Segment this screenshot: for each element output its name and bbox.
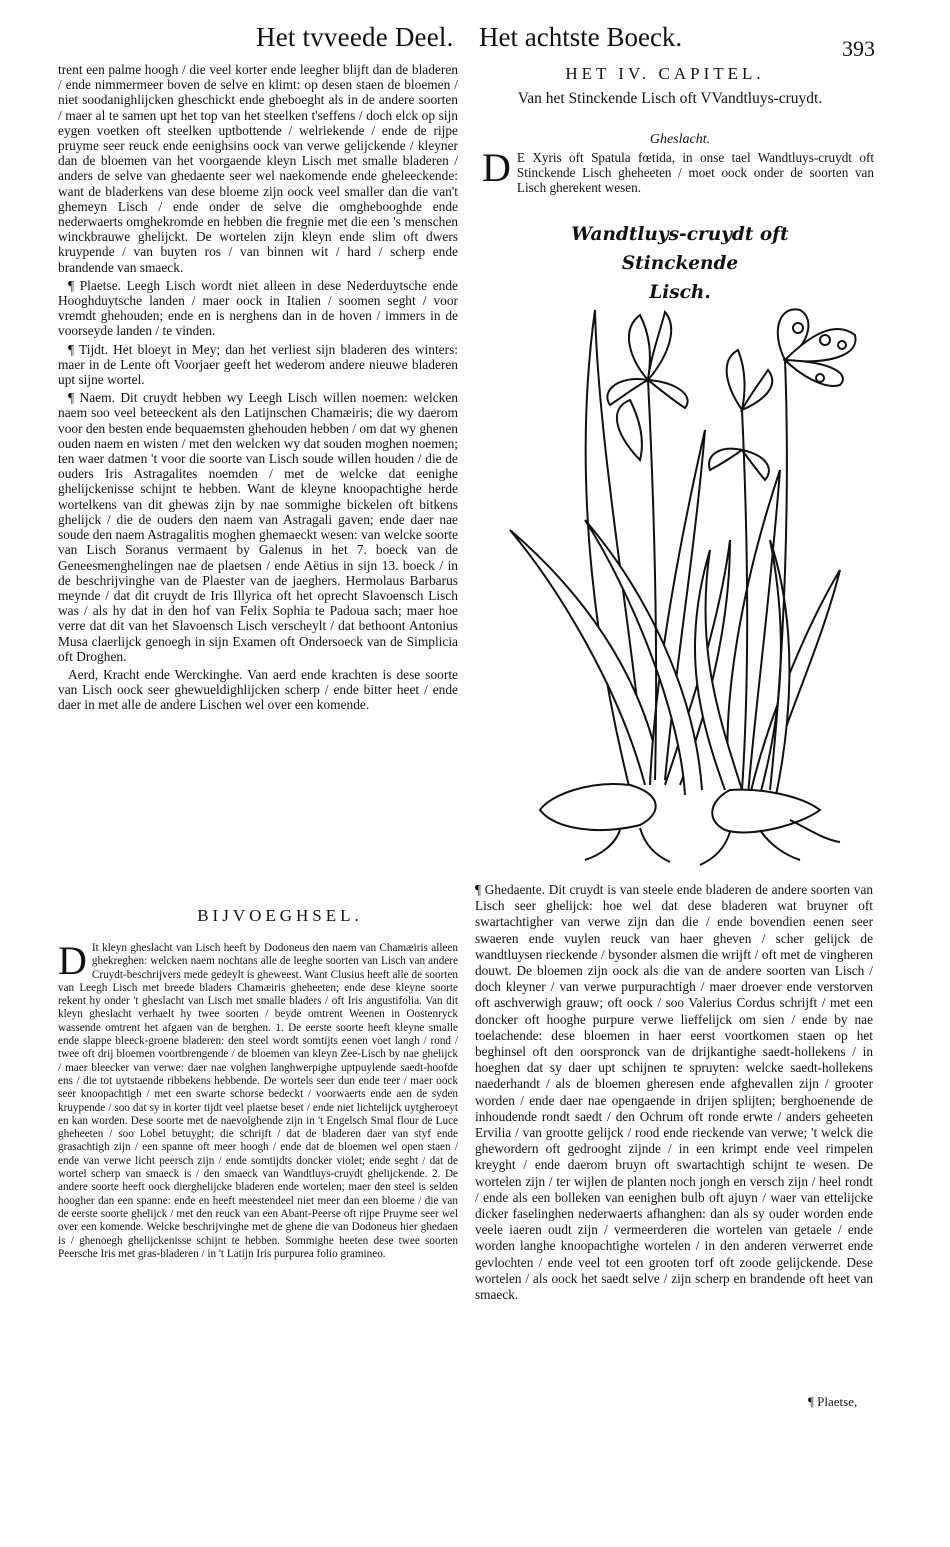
paragraph-aerd: Aerd, Kracht ende Werckinghe. Van aerd ende krachten is dese soorte van Lisch oock seer ghewueldighlijcken scherp / ende bitter heet / ende daer in met alle de andere Lischen wel over een komende. (58, 666, 458, 713)
paragraph-ghedaente: ¶ Ghedaente. Dit cruydt is van steele ende bladeren de andere soorten van Lisch seer ghelijck: hoe wel dat dese bladeren wat bruyner oft swartachtigher van verwe zijn dan die / ende bovendien eenen seer swaeren ende vuylen reuck van haer gheven / scher gelijck de wandtluysen rieckende / bysonder alsmen die wrijft / oft met de vingheren douwt. De bloemen zijn oock als die van de andere soorten van Lisch / doch kleyner / van verwe purpurachtigh / maer droever ende verstorven oft aschverwigh grauw; oft oock / soo Valerius Cordus schrijft / met een doncker oft hooghe purpure verwe lieffelijck om sien / ende by nae toelachende: dese bloemen in haer eerst voortkomen staen op het beghinsel oft den oorspronck van de drijkantighe saedt-hollekens / in hoeghen dat sy daer upt schijnen te spruyten: welcke saedt-hollekens naederhandt / als de bloemen gheresen ende afghevallen zijn / grooter worden / ende daer nae opengaende in drijen splijten; berghoenende de inhoudende rondt saedt / den Ochrum oft ronde erwte / anders geheeten Ervilia / van grootte gelijck / rood ende rieckende van verwe; 't welck die ghewordern oft gedrooght zijnde / in een krimpt ende veel rimpelen kreyght / ende daerom bruyn oft swartachtigh schijnt te wesen. De wortelen zijn / ter wijlen de planten noch jongh en versch zijn / heel rondt / ende als een bolleken van eenighen bulb oft ajuyn / waer van ettelijcke dicker faselinghen nederwaerts afhanghen: dan als sy ouder worden ende veele iaeren oudt zijn / vermeerderen die wortelen van getaele / ende worden langhe knoopachtighe wortelen / in den anderen verwerret ende gevlochten / ende veel tot een grooten torf oft zoode gelijckende. Dese wortelen / als oock het saedt selve / zijn scherp en brandende oft heet van smaeck. (475, 882, 873, 1303)
paragraph-naem: ¶ Naem. Dit cruydt hebben wy Leegh Lisch willen noemen: welcken naem soo veel beteeckent als den Latijnschen Chamæiris; die wy daerom voor den besten ende bequaemsten ghehouden hebben / om dat wy ghenen ouden naem en wisten / met den welcken wy dat souden moghen noemen; ten waer datmen 't voor die soorte van Lisch soude willen houden / die de ouders Iris Astragalites noemden / met de welcke dat eenighe ghelijckenisse schijnt te hebben. Want de kleyne knoopachtighe herde wortelkens van dit ghewas zijn by nae sommighe bickelen oft bitkens ghelijck / die de ouders den naem van Astragali gaven; ende daer nae soude den naem Astragalitis moghen ghemaeckt wesen: van welcke soorte van Lisch Soranus vermaent by Galenus in het 7. boeck van de Geneesmenghelingen nae de plaetsen / ende Aëtius in sijn 13. boeck / in de beschrijvinghe van de Plaester van de jaeghers. Hermolaus Barbarus meynde / dat dit cruydt de Iris Illyrica oft het oprecht Slavoensch Lisch was / als hy dat in den hof van Felix Sophia te Padoua sach; maer hoe verre dat dit van het Slavoensch Lisch verscheylt / dat bethoont Antonius Musa claerlijck genoegh in sijn Examen oft Ondersoeck van de Simplicia oft Droghen. (58, 390, 458, 664)
leaf (510, 530, 660, 785)
flower (648, 380, 688, 408)
chapter-intro-block (482, 145, 874, 196)
root (760, 830, 800, 860)
running-head-right: Het achtste Boeck. (479, 22, 683, 52)
flower (742, 370, 772, 410)
running-head-left: Het tvveede Deel. (256, 22, 454, 52)
iris-woodcut-illustration (480, 290, 880, 870)
right-column (475, 882, 873, 1303)
bulb (540, 784, 656, 830)
bijvoeghsel-text: It kleyn gheslacht van Lisch heeft by Dodoneus den naem van Chamæiris alleen ghekreghen: welcken naem nochtans alle de leeghe soorten van Lisch van andere Cruydt-beschrijvers mede gedeylt is gheweest. Want Clusius heeft alle de soorten van Leegh Lisch met breede bladers Chamæiris gheheeten; ende dese kleyne soorte rekent hy onder 't gheslacht van Lisch met smalle bladers / oft Iris angustifolia. Van dit kleyn gheslacht verhaelt hy twee soorten / beyde omtrent Weenen in Oostenryck wassende omtrent het afgaen van de berghen. 1. De eerste soorte heeft kleyne smalle ende slappe bleeck-groene bladeren: den steel wordt somtijts eenen voet langh / rond / twee oft drij bloemen voortbrengende / de bloemen van kleyn Zee-Lisch by nae ghelijck / maer bleecker van verwe: daer nae volghen langhwerpighe uptpuylende saedt-hoofde ens / die tot uytstaende ribbekens hebbende. De wortels seer dun ende teer / maer oock seer knoopachtigh / met een swarte schorse bedeckt / voorwaerts ende aen de syden kruypende / soo dat sy in korter tijdt veel plaetse beset / ende niet lichtelijck uytgheroeyt en kan worden. Dese soorte met de naevolghende zijn in 't Engelsch Smal flour de Luce gheheeten / soo Lobel betuyght; die schrijft / dat de bladeren daer van styf ende grasachtigh zijn / een spanne oft meer hoogh / ende dat de bloemen wel open staen / ende van verwe licht peersch zijn / ende somtijdts doncker violet; ende seght / dat de wortel scherp van smaeck is / den smaeck van Wandtluys-cruydt ghelijckende. 2. De andere soorte heeft oock dierghelijcke bladeren ende wortelen; maer den steel is selden hoogher dan een spanne: ende en heeft meestendeel niet meer dan een bloeme / die van de eerste soorte ghelijck / met den reuck van een Abant-Peerse oft rijpe Pruyme seer wel over een komende. Welcke beschrijvinghe met de ghene die van Dodoneus hier ghedaen is / ghenoegh ghelijckenisse schijnt te hebben. Sommighe heeten dese twee soorten Peersche Iris met gras-bladeren / in 't Latijn Iris purpurea folio gramineo. (58, 942, 458, 1260)
flower (742, 450, 769, 480)
root (790, 820, 840, 842)
catchword: ¶ Plaetse, (808, 1394, 858, 1409)
root (640, 828, 670, 862)
flower (648, 312, 671, 380)
chapter-title: HET IV. CAPITEL. (565, 64, 765, 83)
seed-pod (785, 360, 843, 386)
paragraph-tijdt: ¶ Tijdt. Het bloeyt in Mey; dan het verliest sijn bladeren des winters: maer in de Lente oft Voorjaer geeft het wederom andere nieuwe bladeren upt sijne wortel. (58, 341, 458, 388)
paragraph-description-continued: trent een palme hoogh / die veel korter ende leegher blijft dan de bladeren / ende nimmermeer boven de selve en klimt: op desen staen de bloemen / niet soodanighlijcken gheschickt ende gheboeght als in de andere soorten / maer al te samen upt het top van het steelken t'seffens / doch elck op sijn eygen voetken oft steelken uptbottende / welriekende / ende de rijpe pruyme seer reuck ende eenighsins oock van verwe gelijckende / kleyner dan de bloemen van het voorgaende kleyn Lisch met smalle bladeren / anders de selve van ghedaente seer wel naekomende ende gheleeckende: want de bladerkens van dese bloeme zijn oock veel smaller dan die van't ghemeyn Lisch / ende onder de selve die omghebooghde ende nederwaerts omghekromde en hebben die fregnie met die een 's menschen winckbrauwe ghelijckt. De wortelen zijn kleyn ende slim oft dwers kruypende / van buyten ros / van binnen wit / hard / scherp ende brandende van smaeck. (58, 62, 458, 275)
bulb (712, 790, 820, 833)
flower (629, 315, 650, 380)
drop-cap: D (58, 938, 87, 983)
root (700, 832, 730, 865)
page-number: 393 (842, 36, 875, 61)
left-column (58, 62, 458, 713)
bijvoeghsel-heading: BIJVOEGHSEL. (197, 906, 363, 925)
bijvoeghsel-text-block (58, 938, 458, 1261)
section-label-gheslacht: Gheslacht. (649, 132, 711, 147)
chapter-subtitle: Van het Stinckende Lisch oft VVandtluys-cruydt. (517, 90, 823, 107)
figure-caption-line: Wandtluys-cruydt oft Stinckende (571, 224, 789, 274)
figure-caption-line: Lisch. (649, 282, 711, 303)
flower (727, 350, 745, 410)
drop-cap: D (482, 145, 511, 190)
chapter-intro-text: E Xyris oft Spatula fœtida, in onse tael Wandtluys-cruydt oft Stinckende Lisch gheheeten / moet oock onder de soorten van Lisch gherekent wesen. (516, 150, 874, 196)
flower (617, 400, 642, 460)
paragraph-plaetse: ¶ Plaetse. Leegh Lisch wordt niet alleen in dese Nederduytsche ende Hooghduytsche landen / maer oock in Italien / soomen seght / voor vremdt ghehouden; ende en is nerghens dan in de hoven / immers in de voorseyde landen / te vinden. (58, 277, 458, 339)
root (585, 830, 620, 860)
flower (709, 449, 742, 470)
